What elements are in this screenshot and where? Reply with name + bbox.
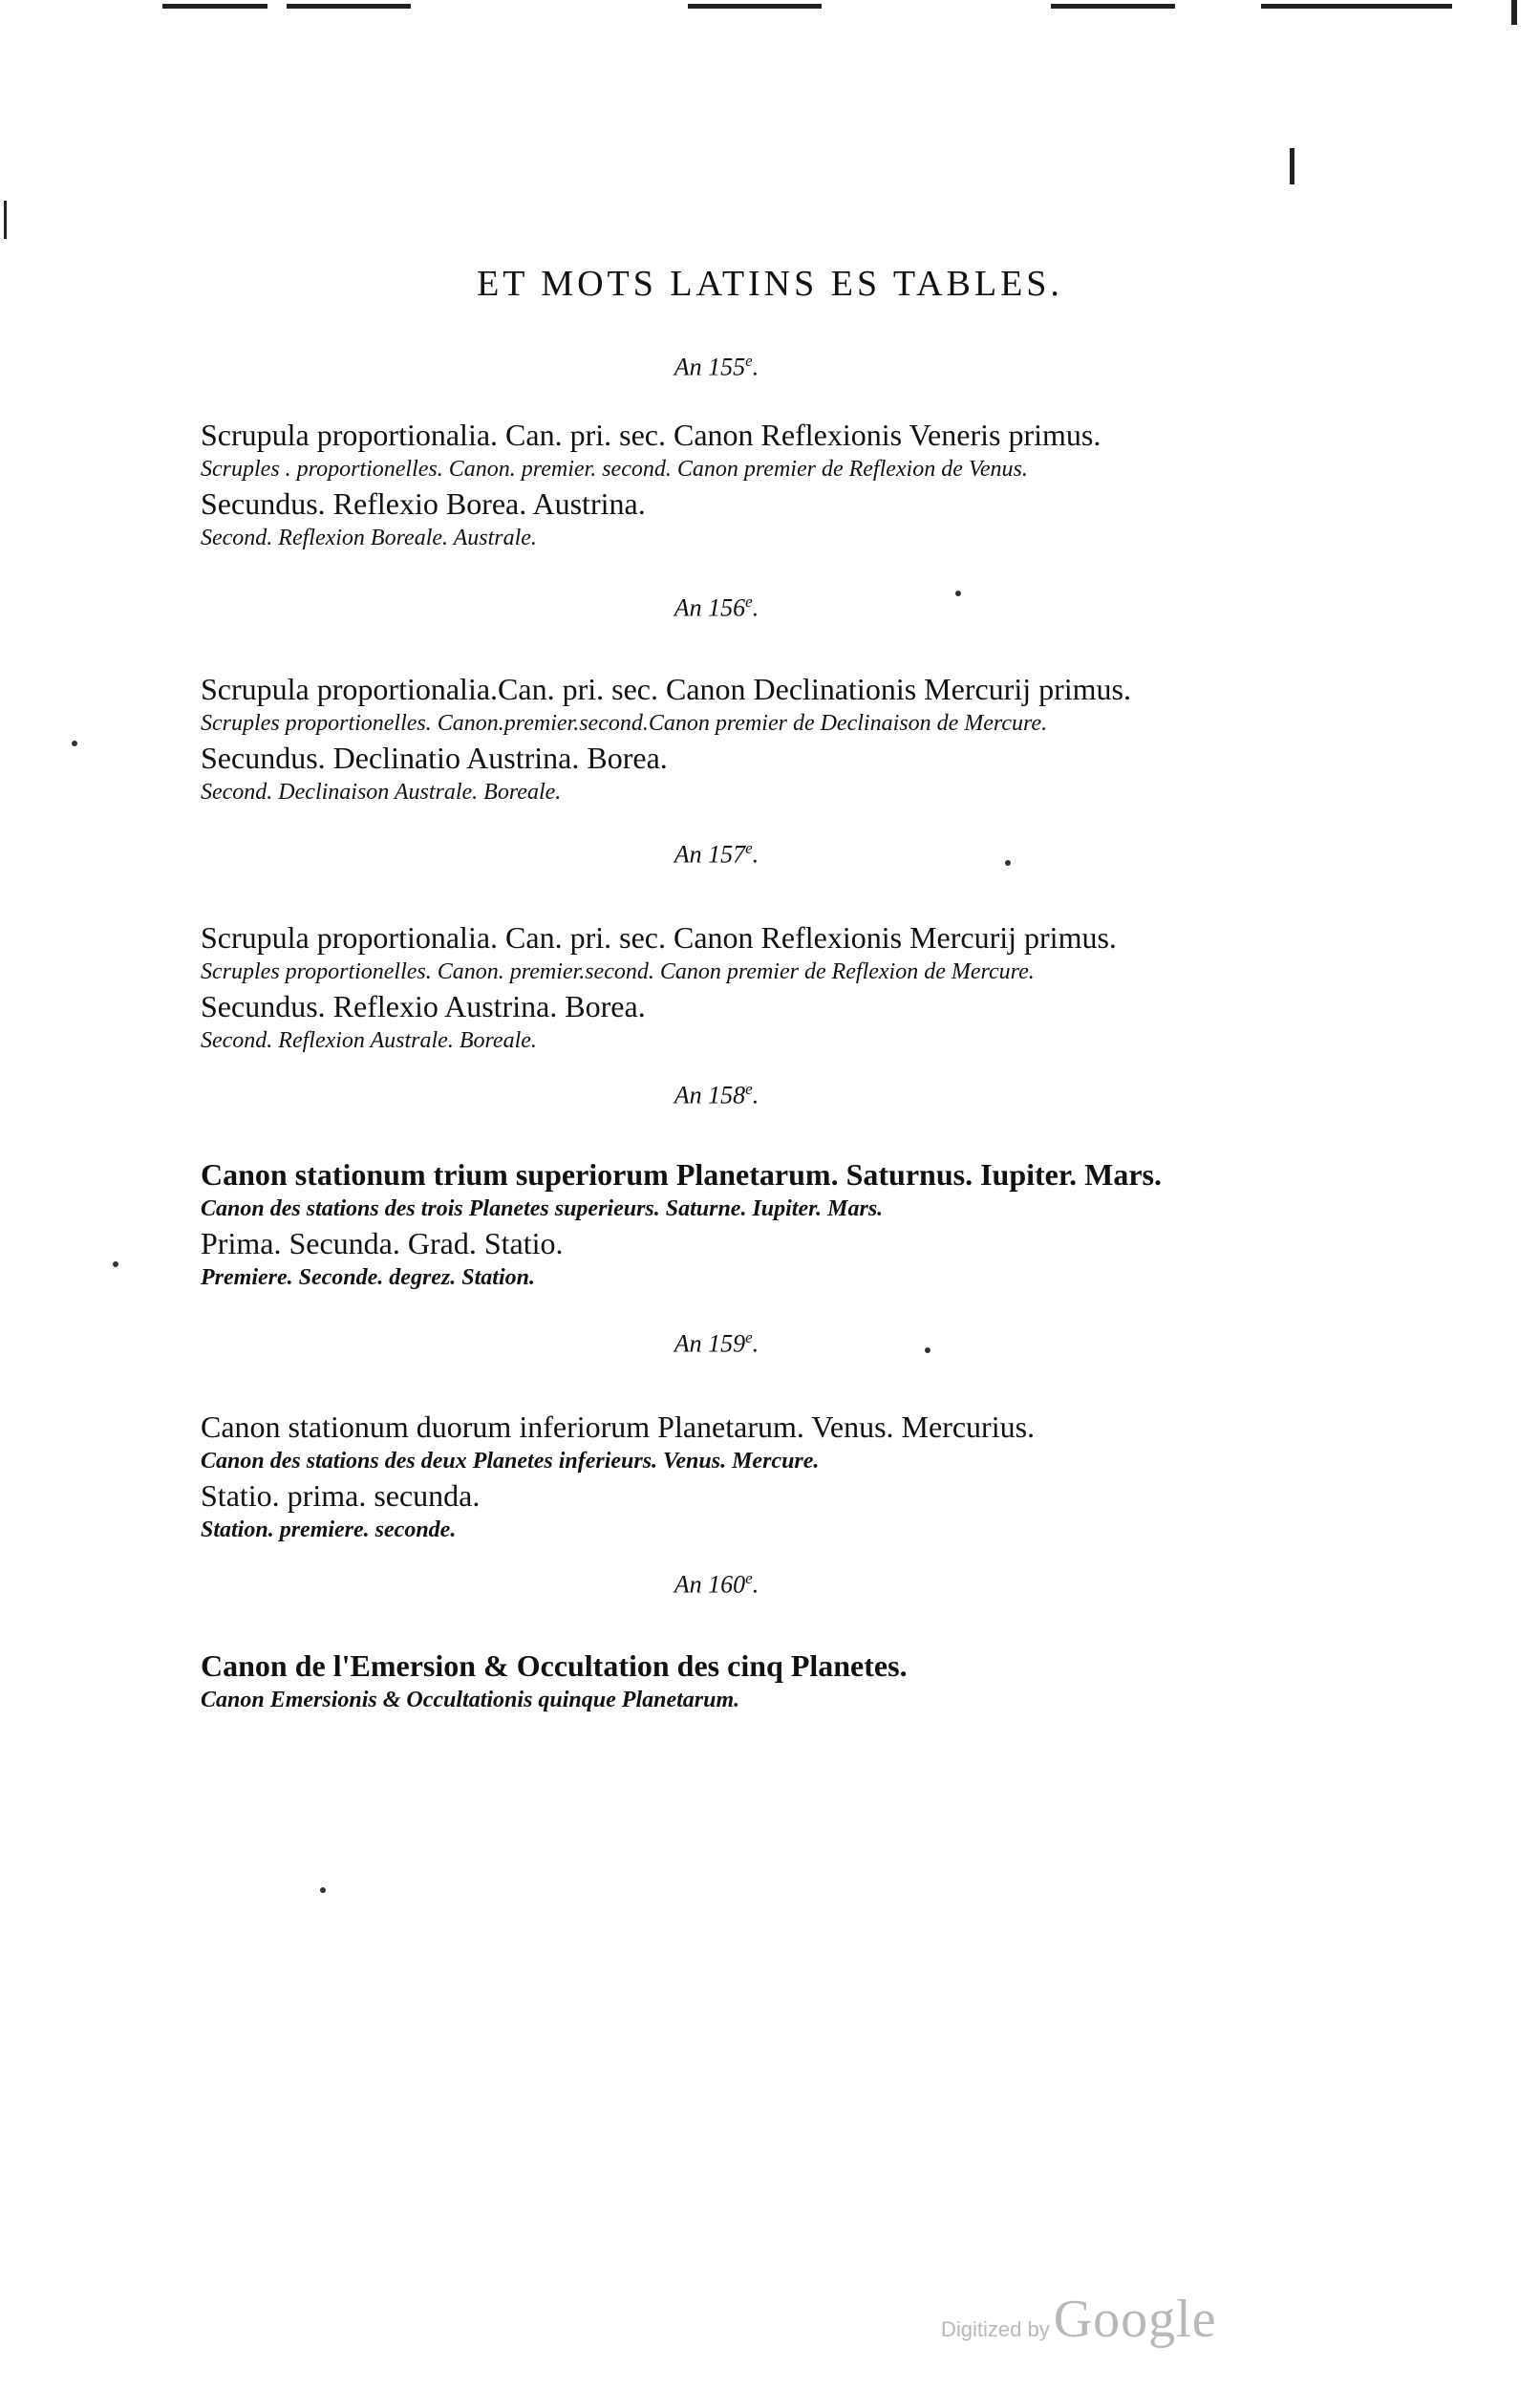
latin-line: Canon stationum duorum inferiorum Planetarum. Venus. Mercurius. bbox=[201, 1410, 1036, 1444]
section-155 bbox=[201, 352, 1347, 554]
year-superscript: e bbox=[745, 1328, 753, 1346]
year-superscript: e bbox=[745, 1569, 753, 1587]
latin-line: Statio. prima. secunda. bbox=[201, 1478, 481, 1513]
french-line: Canon des stations des trois Planetes superieurs. Saturne. Iupiter. Mars. bbox=[201, 1196, 884, 1221]
year-heading: An 157e. bbox=[674, 839, 759, 869]
french-line: Second. Declinaison Australe. Boreale. bbox=[201, 780, 562, 805]
year-label: An 159 bbox=[674, 1329, 746, 1358]
year-superscript: e bbox=[745, 1080, 753, 1098]
year-label: An 158 bbox=[674, 1081, 746, 1109]
french-line: Canon Emersionis & Occultationis quinque Planetarum. bbox=[201, 1688, 740, 1712]
latin-line: Prima. Secunda. Grad. Statio. bbox=[201, 1226, 564, 1260]
latin-line: Scrupula proportionalia. Can. pri. sec. Canon Reflexionis Mercurij primus. bbox=[201, 920, 1117, 955]
latin-line: Secundus. Reflexio Austrina. Borea. bbox=[201, 989, 646, 1023]
year-superscript: e bbox=[745, 592, 753, 611]
year-label: An 157 bbox=[674, 840, 746, 869]
year-heading: An 159e. bbox=[674, 1328, 759, 1358]
latin-line: Secundus. Declinatio Austrina. Borea. bbox=[201, 741, 668, 775]
year-heading: An 160e. bbox=[674, 1569, 759, 1599]
french-line: Scruples proportionelles. Canon. premier.second. Canon premier de Reflexion de Mercure. bbox=[201, 959, 1035, 984]
section-158 bbox=[201, 1080, 1347, 1294]
latin-line: Canon stationum trium superiorum Planetarum. Saturnus. Iupiter. Mars. bbox=[201, 1157, 1162, 1192]
latin-line: Secundus. Reflexio Borea. Austrina. bbox=[201, 486, 646, 521]
google-logo: Google bbox=[1053, 2290, 1217, 2349]
scan-speck bbox=[113, 1261, 118, 1267]
scan-rule bbox=[688, 4, 822, 9]
digitized-watermark bbox=[941, 2289, 1217, 2350]
scan-mark bbox=[1290, 148, 1294, 184]
section-160 bbox=[201, 1569, 1347, 1716]
latin-line: Scrupula proportionalia. Can. pri. sec. Canon Reflexionis Veneris primus. bbox=[201, 418, 1102, 452]
scan-mark bbox=[4, 201, 7, 239]
year-superscript: e bbox=[745, 352, 753, 370]
year-heading: An 155e. bbox=[674, 352, 759, 381]
scan-rule bbox=[1261, 4, 1452, 9]
french-line: Premiere. Seconde. degrez. Station. bbox=[201, 1265, 535, 1290]
year-superscript: e bbox=[745, 839, 753, 857]
french-line: Station. premiere. seconde. bbox=[201, 1517, 457, 1542]
section-157 bbox=[201, 839, 1347, 1057]
scan-rule bbox=[162, 4, 267, 9]
scan-rule bbox=[287, 4, 411, 9]
year-heading: An 158e. bbox=[674, 1080, 759, 1109]
french-line: Second. Reflexion Australe. Boreale. bbox=[201, 1028, 537, 1053]
page-header: ET MOTS LATINS ES TABLES. bbox=[477, 264, 1063, 304]
year-label: An 160 bbox=[674, 1570, 746, 1599]
section-156 bbox=[201, 592, 1347, 808]
french-line: Canon des stations des deux Planetes inferieurs. Venus. Mercure. bbox=[201, 1449, 820, 1474]
scan-speck bbox=[72, 741, 77, 746]
french-line: Scruples proportionelles. Canon.premier.second.Canon premier de Declinaison de Mercure. bbox=[201, 711, 1048, 736]
year-heading: An 156e. bbox=[674, 592, 759, 622]
latin-line: Canon de l'Emersion & Occultation des cinq Planetes. bbox=[201, 1648, 908, 1683]
scan-speck bbox=[320, 1887, 326, 1893]
section-159 bbox=[201, 1328, 1347, 1546]
watermark-prefix: Digitized by bbox=[941, 2317, 1050, 2341]
year-label: An 155 bbox=[674, 353, 746, 381]
french-line: Scruples . proportionelles. Canon. premier. second. Canon premier de Reflexion de Venus. bbox=[201, 457, 1028, 482]
latin-line: Scrupula proportionalia.Can. pri. sec. Canon Declinationis Mercurij primus. bbox=[201, 672, 1131, 706]
french-line: Second. Reflexion Boreale. Australe. bbox=[201, 526, 537, 550]
scan-rule bbox=[1051, 4, 1175, 9]
scan-mark bbox=[1511, 0, 1517, 25]
year-label: An 156 bbox=[674, 593, 746, 622]
